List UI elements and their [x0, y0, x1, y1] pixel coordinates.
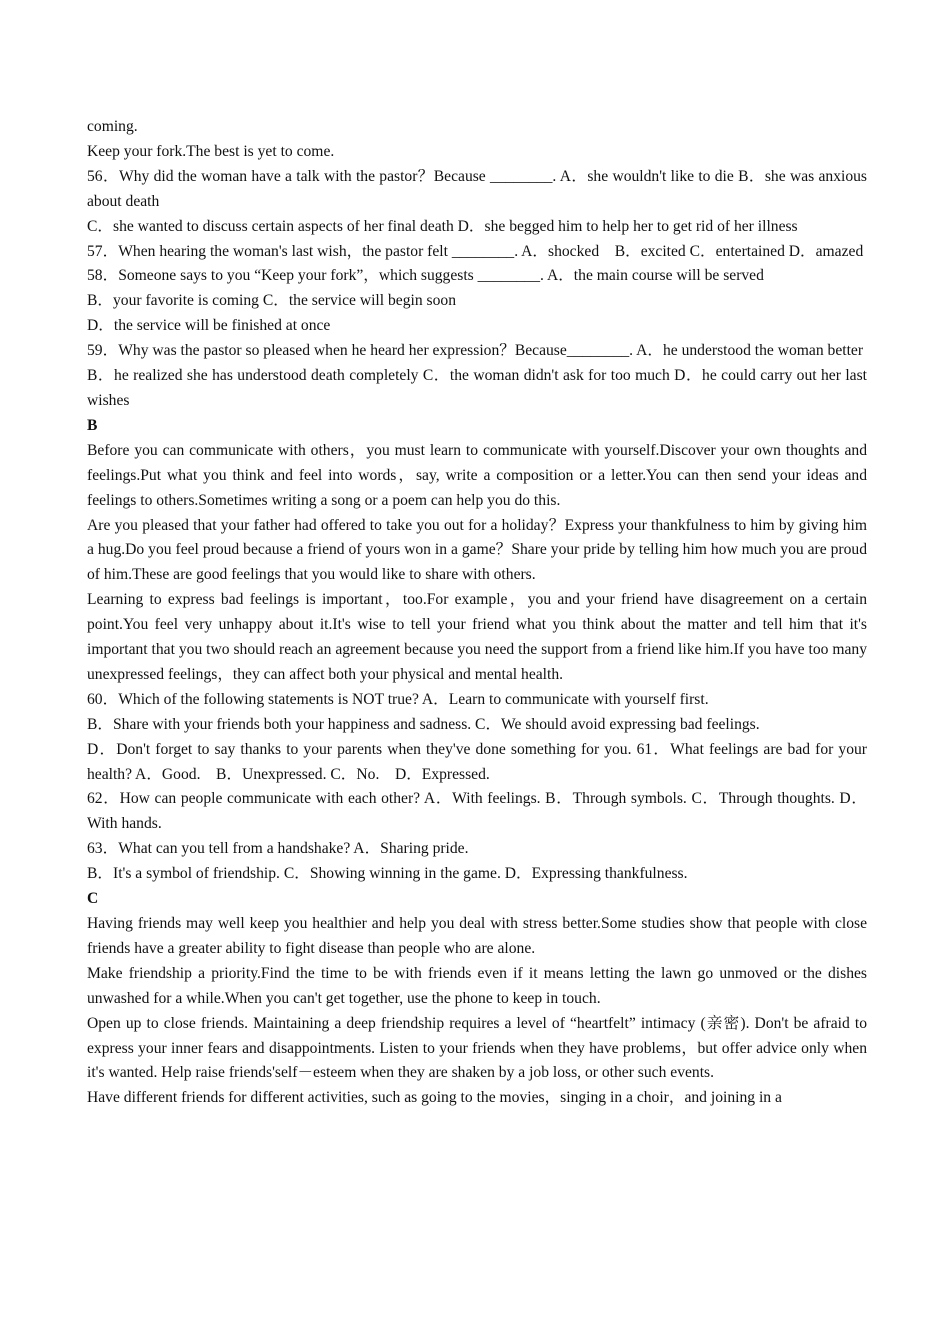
question-56-options: C．she wanted to discuss certain aspects of her final death D．she begged him to help her to get rid of her illness: [87, 217, 798, 235]
question-58: 58．Someone says to you “Keep your fork”，which suggests ________. A．the main course will be served: [87, 267, 764, 285]
question-62: 62．How can people communicate with each other? A．With feelings. B．Through symbols. C．Through thoughts. D．With hands.: [87, 790, 867, 833]
question-60: 60．Which of the following statements is NOT true? A．Learn to communicate with yourself first.: [87, 690, 709, 708]
question-59-options: B．he realized she has understood death completely C．the woman didn't ask for too much D．he could carry out her last wishes: [87, 367, 867, 409]
section-heading-c: C: [87, 890, 99, 908]
passage-c-paragraph-3: Open up to close friends. Maintaining a deep friendship requires a level of “heartfelt” intimacy (亲密). Don't be afraid to express your inner fears and disappointments. Listen to your friends when they have problems，but offer advice only when it's wanted. Help raise friends'self－esteem when they are shaken by a job loss, or other such events.: [87, 1014, 867, 1082]
text-line-coming: coming.: [87, 118, 138, 135]
passage-b-paragraph-2: Are you pleased that your father had offered to take you out for a holiday？Express your thankfulness to him by giving him a hug.Do you feel proud because a friend of yours won in a game？Share your pride by telling him how much you are proud of him.These are good feelings that you would like to share with others.: [87, 516, 867, 584]
question-63: 63．What can you tell from a handshake? A．Sharing pride.: [87, 840, 469, 858]
question-57: 57．When hearing the woman's last wish，the pastor felt ________. A．shocked B．excited C．entertained D．amazed: [87, 242, 864, 260]
passage-c-paragraph-4: Have different friends for different activities, such as going to the movies，singing in a choir，and joining in a: [87, 1089, 782, 1107]
passage-c-paragraph-2: Make friendship a priority.Find the time to be with friends even if it means letting the lawn go unmoved or the dishes unwashed for a while.When you can't get together, use the phone to keep in touch.: [87, 964, 867, 1007]
question-60-options-b-c: B．Share with your friends both your happiness and sadness. C．We should avoid expressing bad feelings.: [87, 715, 760, 733]
document-page: [87, 115, 867, 1111]
question-63-options: B．It's a symbol of friendship. C．Showing winning in the game. D．Expressing thankfulness.: [87, 865, 688, 883]
passage-c-paragraph-1: Having friends may well keep you healthier and help you deal with stress better.Some studies show that people with close friends have a greater ability to fight disease than people who are alone.: [87, 915, 867, 957]
question-59: 59．Why was the pastor so pleased when he heard her expression？Because________. A．he understood the woman better: [87, 342, 864, 360]
question-60-d-and-61: D．Don't forget to say thanks to your parents when they've done something for you. 61．What feelings are bad for your health? A．Good. B．Unexpressed. C．No. D．Expressed.: [87, 740, 867, 783]
text-line-keep-fork: Keep your fork.The best is yet to come.: [87, 142, 335, 160]
question-58-options-b-c: B．your favorite is coming C．the service will begin soon: [87, 292, 456, 310]
passage-b-paragraph-3: Learning to express bad feelings is important，too.For example，you and your friend have disagreement on a certain point.You feel very unhappy about it.It's wise to tell your friend what you think about the matter and tell him that it's important that you two should reach an agreement because you need the support from a friend like him.If you have too many unexpressed feelings，they can affect both your physical and mental health.: [87, 591, 867, 683]
section-heading-b: B: [87, 416, 98, 434]
passage-b-paragraph-1: Before you can communicate with others，you must learn to communicate with yourself.Discover your own thoughts and feelings.Put what you think and feel into words，say, write a composition or a letter.You can then send your ideas and feelings to others.Sometimes writing a song or a poem can help you do this.: [87, 441, 867, 509]
question-58-option-d: D．the service will be finished at once: [87, 317, 331, 335]
question-56: 56．Why did the woman have a talk with the pastor？Because ________. A．she wouldn't like to die B．she was anxious about death: [87, 167, 867, 210]
